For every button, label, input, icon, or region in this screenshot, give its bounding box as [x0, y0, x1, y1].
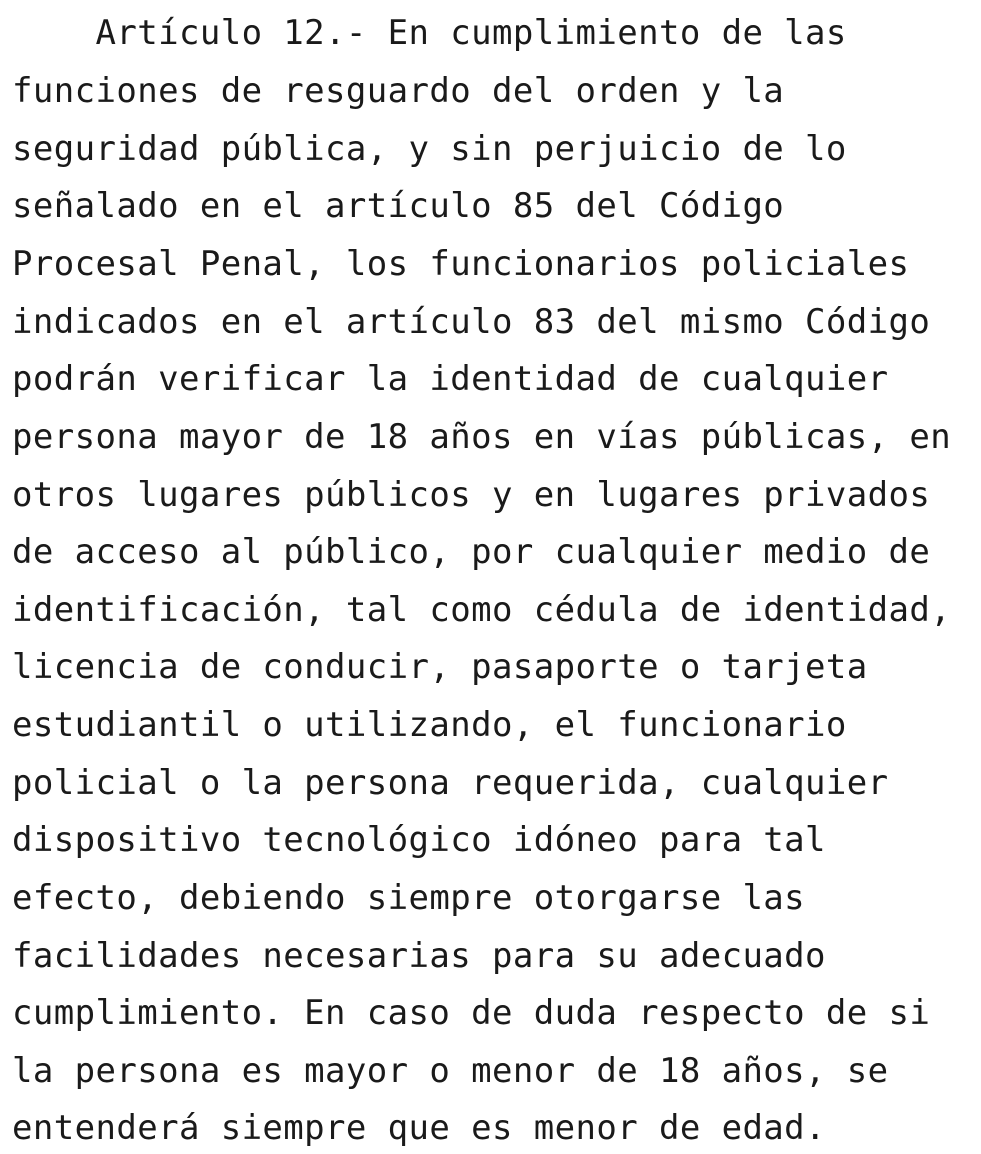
article-line: estudiantil o utilizando, el funcionario — [12, 705, 847, 745]
article-line: Artículo 12.- En cumplimiento de las — [12, 13, 847, 53]
article-line: efecto, debiendo siempre otorgarse las — [12, 878, 806, 918]
article-line: Procesal Penal, los funcionarios policiales — [12, 244, 910, 284]
article-line: de acceso al público, por cualquier medio de — [12, 532, 931, 572]
article-line: la persona es mayor o menor de 18 años, se — [12, 1051, 889, 1091]
article-line: seguridad pública, y sin perjuicio de lo — [12, 129, 847, 169]
article-line: podrán verificar la identidad de cualquier — [12, 359, 889, 399]
article-line: otros lugares públicos y en lugares privados — [12, 475, 931, 515]
article-line: policial o la persona requerida, cualquier — [12, 763, 889, 803]
article-line: identificación, tal como cédula de identidad, — [12, 590, 952, 630]
article-line: indicados en el artículo 83 del mismo Código — [12, 302, 931, 342]
article-line: señalado en el artículo 85 del Código — [12, 186, 785, 226]
article-line: entenderá siempre que es menor de edad. — [12, 1108, 826, 1148]
article-line: funciones de resguardo del orden y la — [12, 71, 785, 111]
article-line: dispositivo tecnológico idóneo para tal — [12, 820, 826, 860]
article-line: licencia de conducir, pasaporte o tarjeta — [12, 647, 868, 687]
article-line: cumplimiento. En caso de duda respecto de si — [12, 993, 931, 1033]
article-line: facilidades necesarias para su adecuado — [12, 936, 826, 976]
article-line: persona mayor de 18 años en vías públicas, en — [12, 417, 952, 457]
